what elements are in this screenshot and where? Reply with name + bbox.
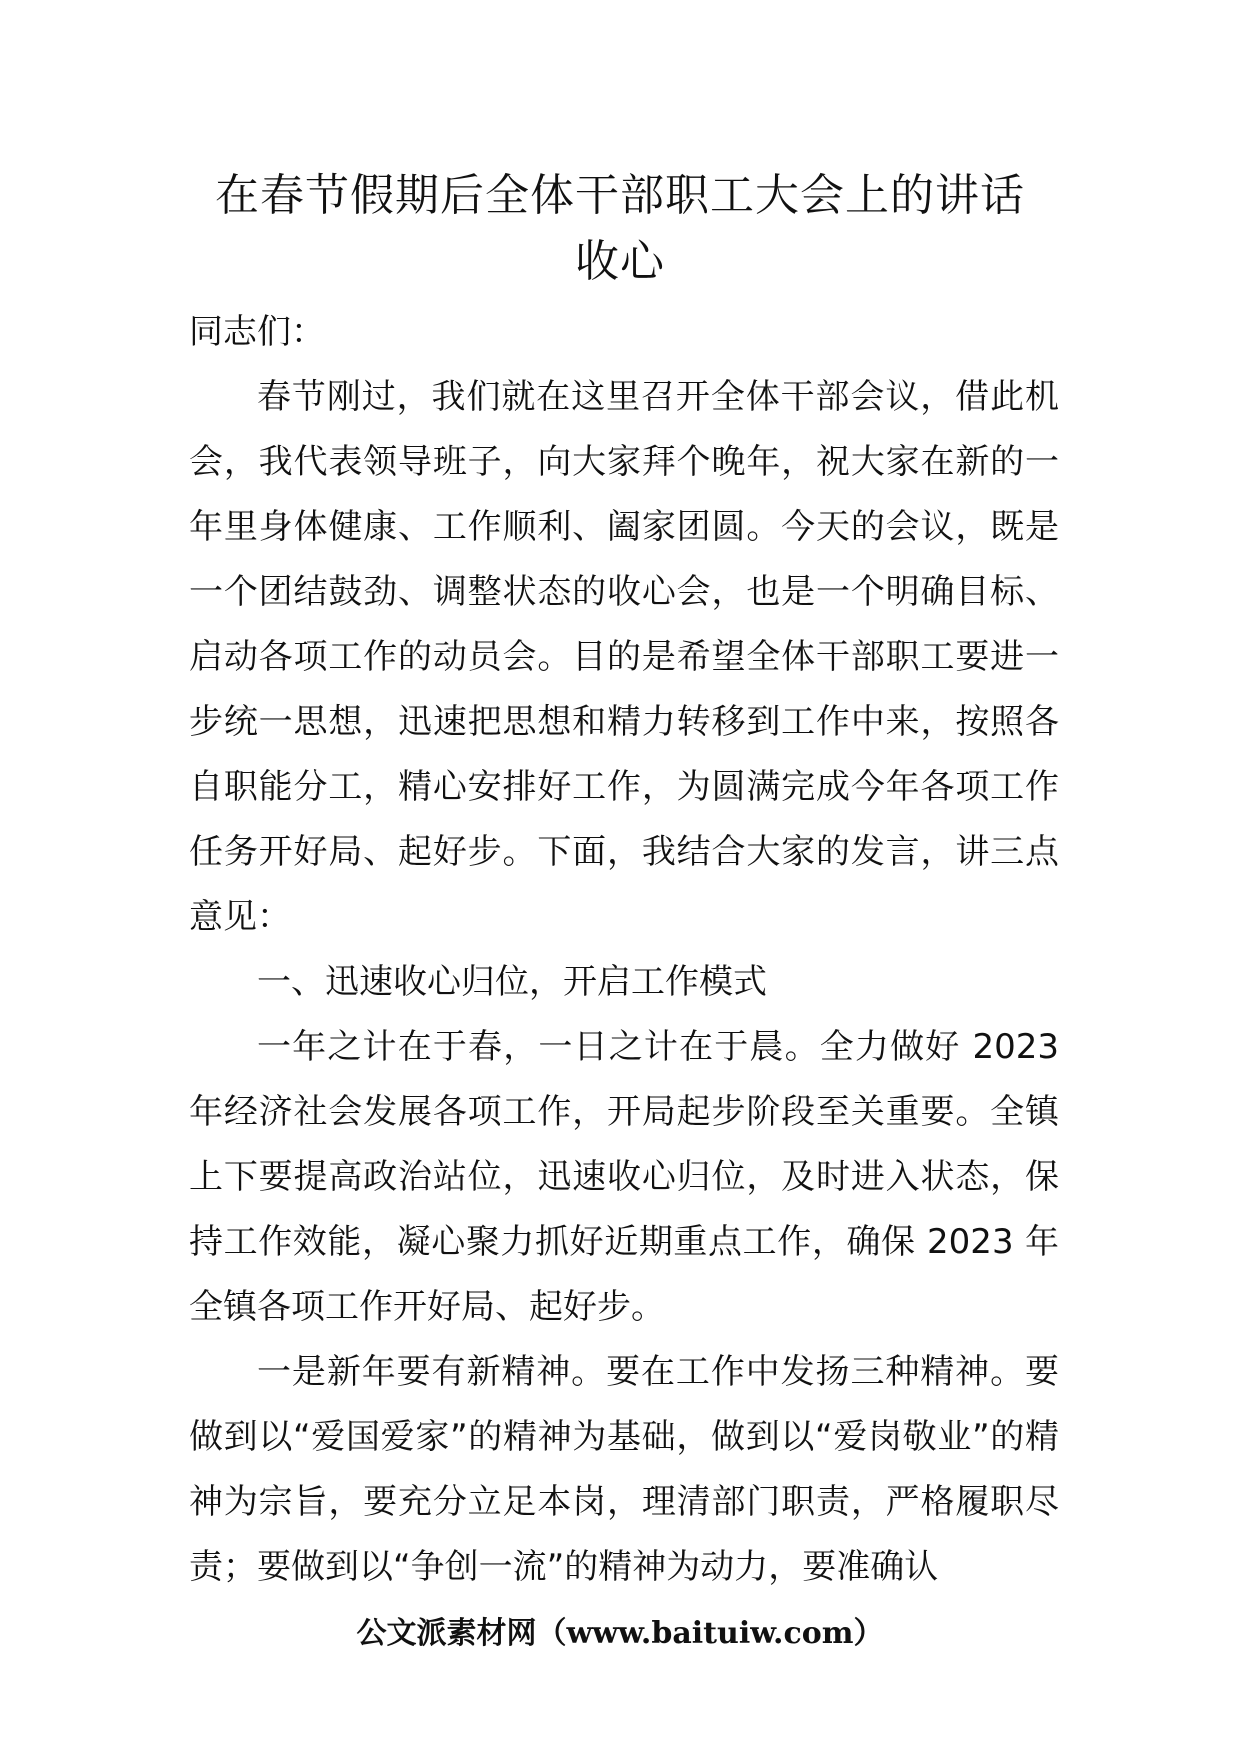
document-body [189,300,1059,1600]
section-heading-1: 一、迅速收心归位，开启工作模式 [257,962,767,1002]
paragraph-intro: 春节刚过，我们就在这里召开全体干部会议，借此机会，我代表领导班子，向大家拜个晚年，祝大家在新的一年里身体健康、工作顺利、阖家团圆。今天的会议，既是一个团结鼓劲、调整状态的收心会，也是一个明确目标、启动各项工作的动员会。目的是希望全体干部职工要进一步统一思想，迅速把思想和精力转移到工作中来，按照各自职能分工，精心安排好工作，为圆满完成今年各项工作任务开好局、起好步。下面，我结合大家的发言，讲三点意见： [189,377,1059,937]
document-subtitle: 收心 [575,236,665,287]
footer-source: 公文派素材网（www.baituiw.com） [356,1616,884,1651]
document-title: 在春节假期后全体干部职工大会上的讲话 [215,170,1025,221]
paragraph-section-1: 一年之计在于春，一日之计在于晨。全力做好 2023 年经济社会发展各项工作，开局起步阶段至关重要。全镇上下要提高政治站位，迅速收心归位，及时进入状态，保持工作效能，凝心聚力抓好近期重点工作，确保 2023 年全镇各项工作开好局、起好步。 [189,1027,1059,1327]
salutation: 同志们： [189,312,325,352]
paragraph-point-1: 一是新年要有新精神。要在工作中发扬三种精神。要做到以“爱国爱家”的精神为基础，做到以“爱岗敬业”的精神为宗旨，要充分立足本岗，理清部门职责，严格履职尽责；要做到以“争创一流”的精神为动力，要准确认 [189,1352,1059,1587]
